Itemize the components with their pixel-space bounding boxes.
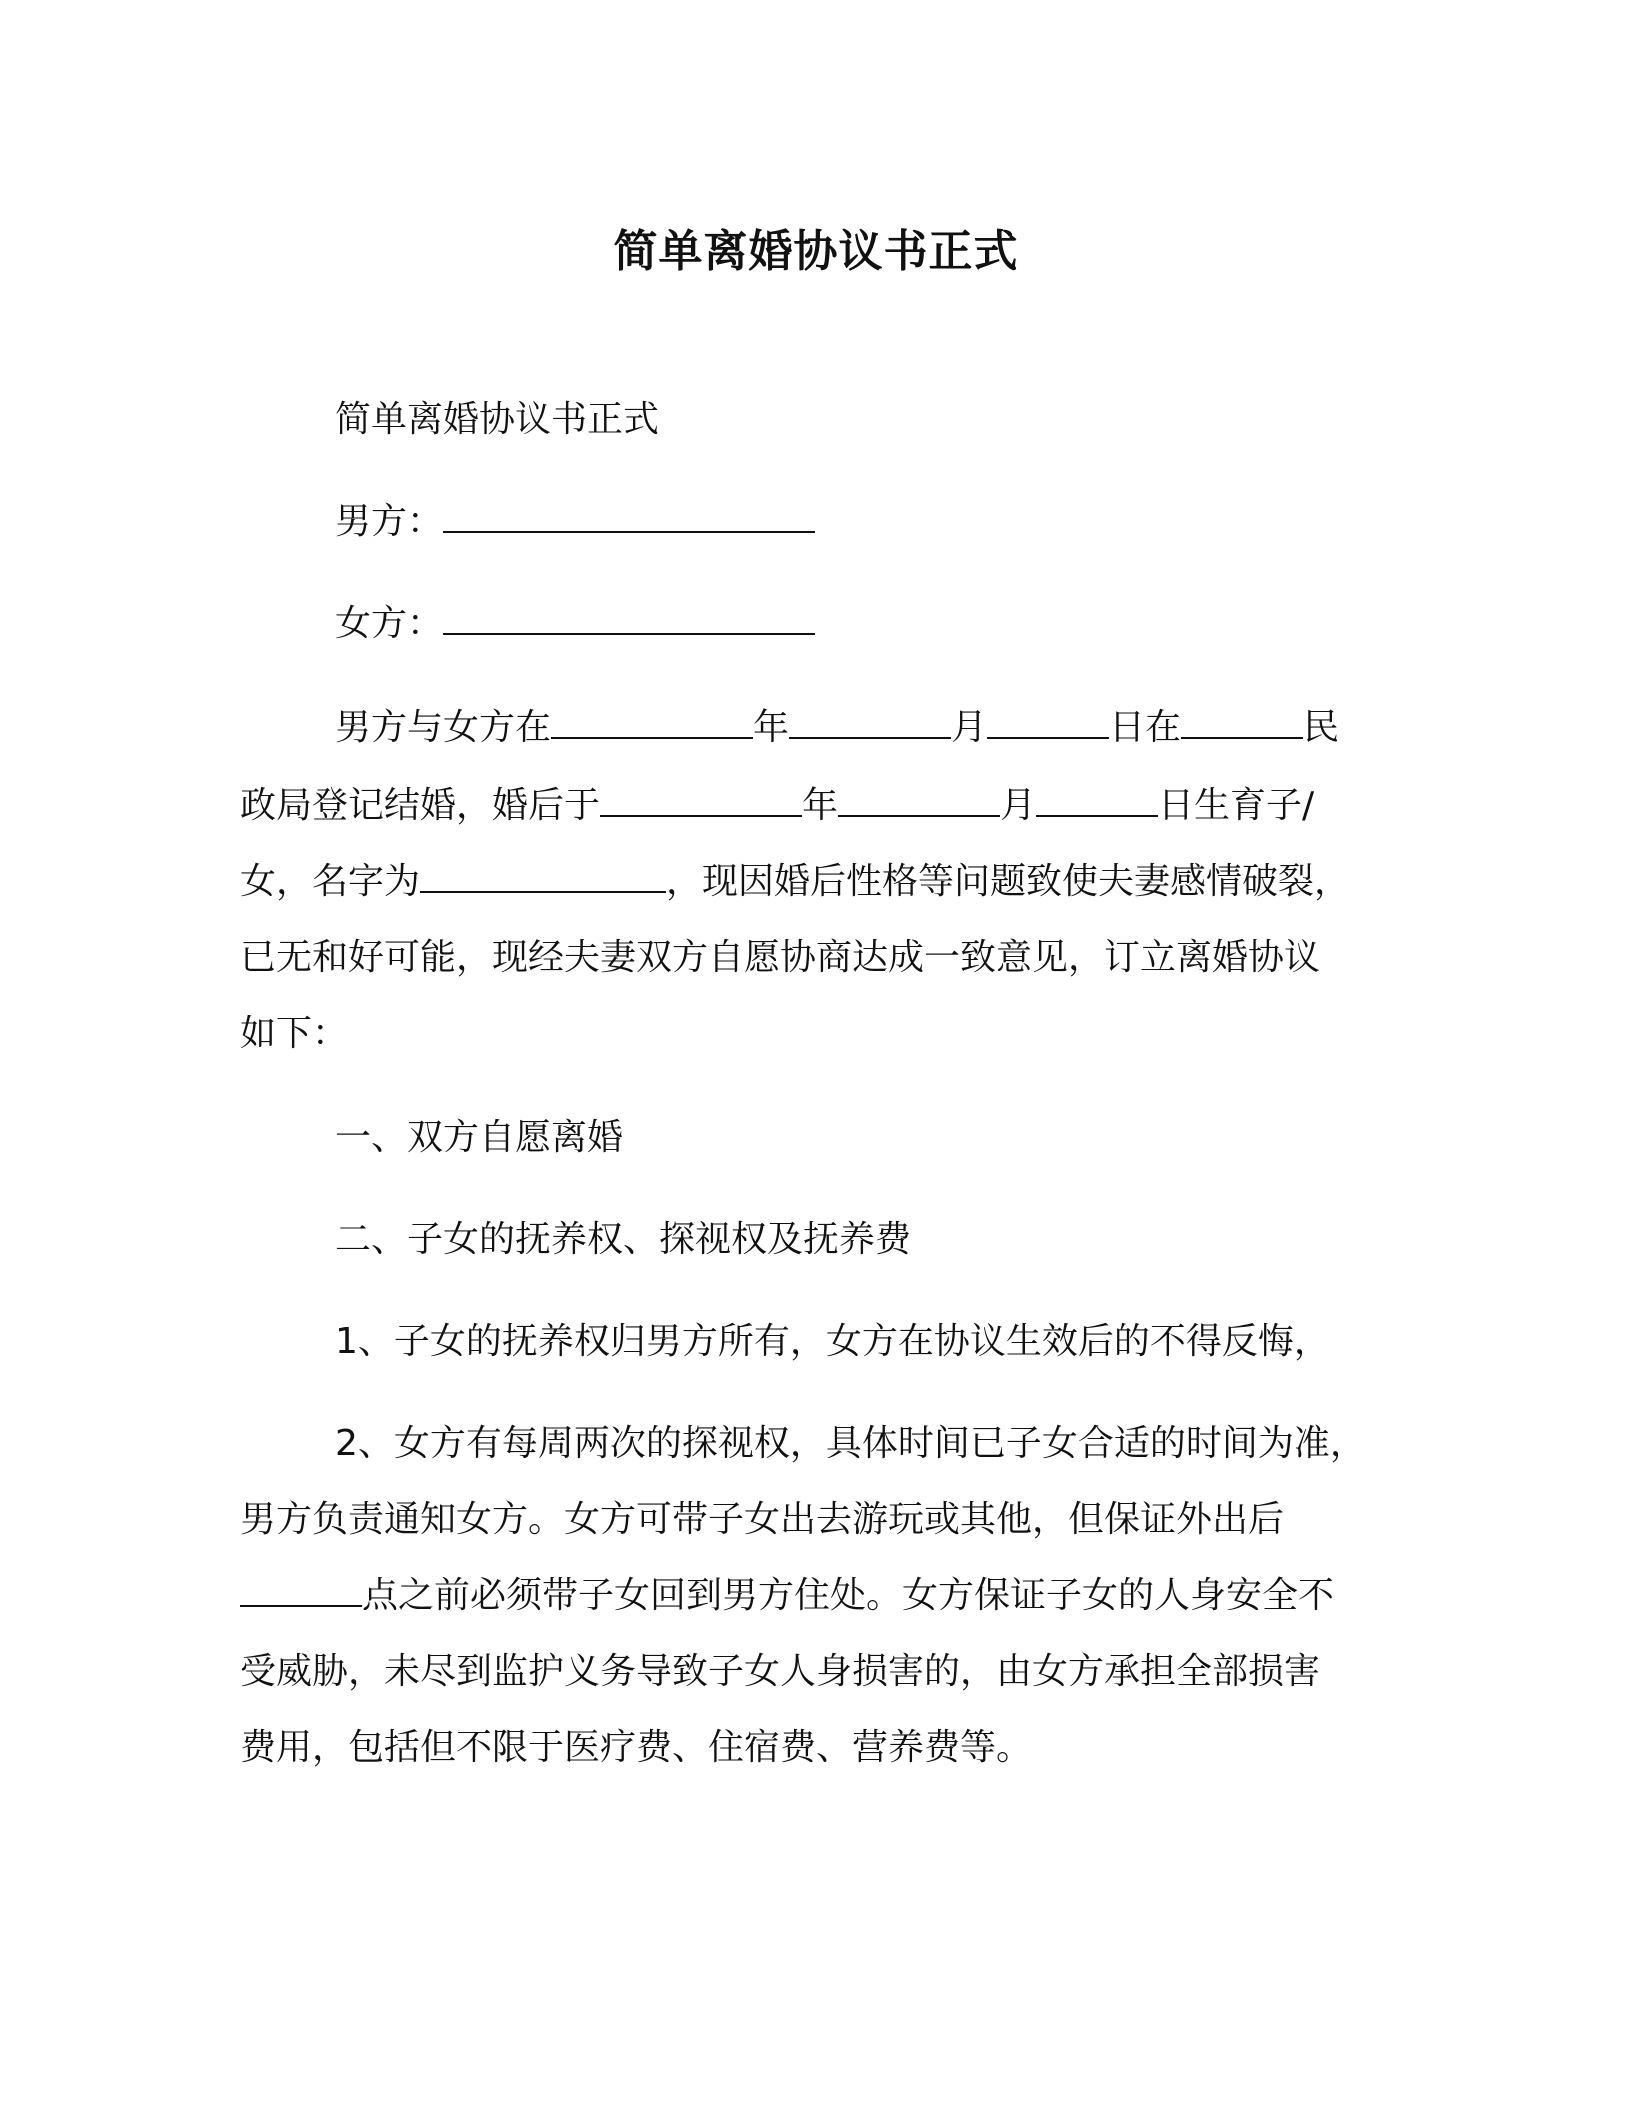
registry-blank <box>1181 707 1303 739</box>
return-time-blank <box>240 1575 362 1607</box>
child-name-blank <box>420 861 666 893</box>
clause-1: 1、子女的抚养权归男方所有，女方在协议生效后的不得反悔， <box>335 1321 1330 1362</box>
intro-text: 年 <box>802 785 839 826</box>
birth-year-blank <box>600 785 802 817</box>
intro-text: 政局登记结婚，婚后于 <box>240 785 601 826</box>
intro-line-2 <box>240 782 1400 830</box>
marriage-year-blank <box>551 707 753 739</box>
section-2-heading: 二、子女的抚养权、探视权及抚养费 <box>335 1219 912 1260</box>
intro-line-1 <box>335 704 1495 752</box>
birth-day-blank <box>1036 785 1158 817</box>
intro-text: 女，名字为 <box>240 861 421 902</box>
intro-line-4: 已无和好可能，现经夫妻双方自愿协商达成一致意见，订立离婚协议 <box>240 937 1321 978</box>
wife-label: 女方： <box>335 603 444 644</box>
husband-name-blank <box>443 501 815 533</box>
wife-line <box>335 600 1495 648</box>
clause-2-line-5: 费用，包括但不限于医疗费、住宿费、营养费等。 <box>240 1727 1033 1768</box>
clause-text: 点之前必须带子女回到男方住处。女方保证子女的人身安全不 <box>362 1575 1335 1616</box>
clause-2-line-2: 男方负责通知女方。女方可带子女出去游玩或其他，但保证外出后 <box>240 1499 1285 1540</box>
intro-text: 日生育子/ <box>1158 785 1315 826</box>
marriage-month-blank <box>789 707 951 739</box>
intro-text: ，现因婚后性格等问题致使夫妻感情破裂， <box>666 861 1351 902</box>
intro-text: 月 <box>1000 785 1037 826</box>
intro-text: 年 <box>753 707 790 748</box>
wife-name-blank <box>443 603 815 635</box>
section-1-heading: 一、双方自愿离婚 <box>335 1117 624 1158</box>
marriage-day-blank <box>987 707 1109 739</box>
clause-2-line-4: 受威胁，未尽到监护义务导致子女人身损害的，由女方承担全部损害 <box>240 1651 1321 1692</box>
clause-2-line-1: 2、女方有每周两次的探视权，具体时间已子女合适的时间为准， <box>335 1423 1366 1464</box>
husband-line <box>335 498 1495 546</box>
intro-line-5: 如下： <box>240 1013 349 1054</box>
intro-line-3 <box>240 858 1400 906</box>
document-subtitle: 简单离婚协议书正式 <box>335 399 660 440</box>
document-title: 简单离婚协议书正式 <box>613 226 1019 277</box>
intro-text: 民 <box>1303 707 1340 748</box>
clause-2-line-3 <box>240 1572 1400 1620</box>
intro-text: 男方与女方在 <box>335 707 552 748</box>
husband-label: 男方： <box>335 501 444 542</box>
intro-text: 日在 <box>1109 707 1182 748</box>
birth-month-blank <box>838 785 1000 817</box>
intro-text: 月 <box>951 707 988 748</box>
